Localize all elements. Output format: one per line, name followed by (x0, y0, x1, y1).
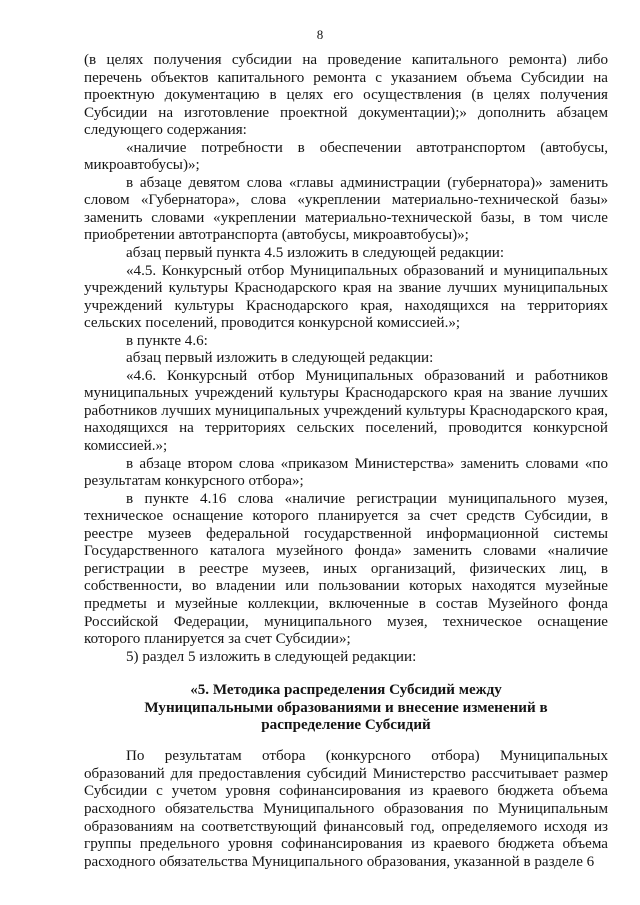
paragraph-amendment-ninth-clause: в абзаце девятом слова «главы администрации (губернатора)» заменить словом «Губернатора», слова «укреплении материально-технической базы» заменить словами «укреплении материально-технической базы, в том числе приобретении автотранспорта (автобусы, микроавтобусы)»; (84, 174, 608, 244)
paragraph-clause-4-6-first-abzac: абзац первый изложить в следующей редакции: (126, 350, 434, 367)
document-body (84, 52, 608, 871)
paragraph-continuation: (в целях получения субсидии на проведение капитального ремонта) либо перечень объектов капитального ремонта с указанием объема Субсидии на проектную документацию в целях его осуществления (в целях получения Субсидии на изготовление проектной документации);» дополнить абзацем следующего содержания: (84, 52, 608, 139)
paragraph-clause-4-6: «4.6. Конкурсный отбор Муниципальных образований и работников муниципальных учреждений культуры Краснодарского края на звание лучших работников лучших муниципальных учреждений культуры Краснодарского края, находящихся на территориях сельских поселений, проводится конкурсной комиссией.»; (84, 367, 608, 455)
paragraph-clause-4-6-second-abzac: в абзаце втором слова «приказом Министерства» заменить словами «по результатам конкурсного отбора»; (84, 455, 608, 490)
paragraph-clause-4-6-intro: в пункте 4.6: (126, 332, 208, 349)
paragraph-section-5-intro: 5) раздел 5 изложить в следующей редакции: (126, 648, 417, 665)
paragraph-amendment-4-5-intro: абзац первый пункта 4.5 изложить в следующей редакции: (126, 245, 505, 262)
paragraph-clause-4-5: «4.5. Конкурсный отбор Муниципальных образований и муниципальных учреждений культуры Краснодарского края на звание лучших муниципальных учреждений культуры Краснодарского края, находящихся на территориях сельских поселений, проводится конкурсной комиссией.»; (84, 262, 608, 332)
page-number: 8 (316, 27, 324, 42)
paragraph-clause-4-16: в пункте 4.16 слова «наличие регистрации муниципального музея, техническое оснащение которого планируется за счет средств Субсидии, в реестре музеев федеральной государственной информационной системы Государственного каталога музейного фонда» заменить словами «наличие регистрации в реестре музеев, иных организаций, физических лиц, в собственности, во владении или пользовании которых находятся музейные предметы и музейные коллекции, включенные в состав Музейного фонда Российской Федерации, муниципального музея, техническое оснащение которого планируется за счет Субсидии»; (84, 490, 608, 648)
section-heading: «5. Методика распределения Субсидий между Муниципальными образованиями и внесение изменений в распределение Субсидий (144, 682, 548, 733)
paragraph-methodology: По результатам отбора (конкурсного отбора) Муниципальных образований для предоставления субсидий Министерство рассчитывает размер Субсидии с учетом уровня софинансирования из краевого бюджета объема расходного обязательства Муниципального образования по Муниципальным образованиям на соответствующий финансовый год, определяемого исходя из группы предельного уровня софинансирования из краевого бюджета объема расходного обязательства Муниципального образования, указанной в разделе 6 (84, 748, 608, 870)
paragraph-quoted-addition: «наличие потребности в обеспечении автотранспортом (автобусы, микроавтобусы)»; (84, 139, 608, 174)
